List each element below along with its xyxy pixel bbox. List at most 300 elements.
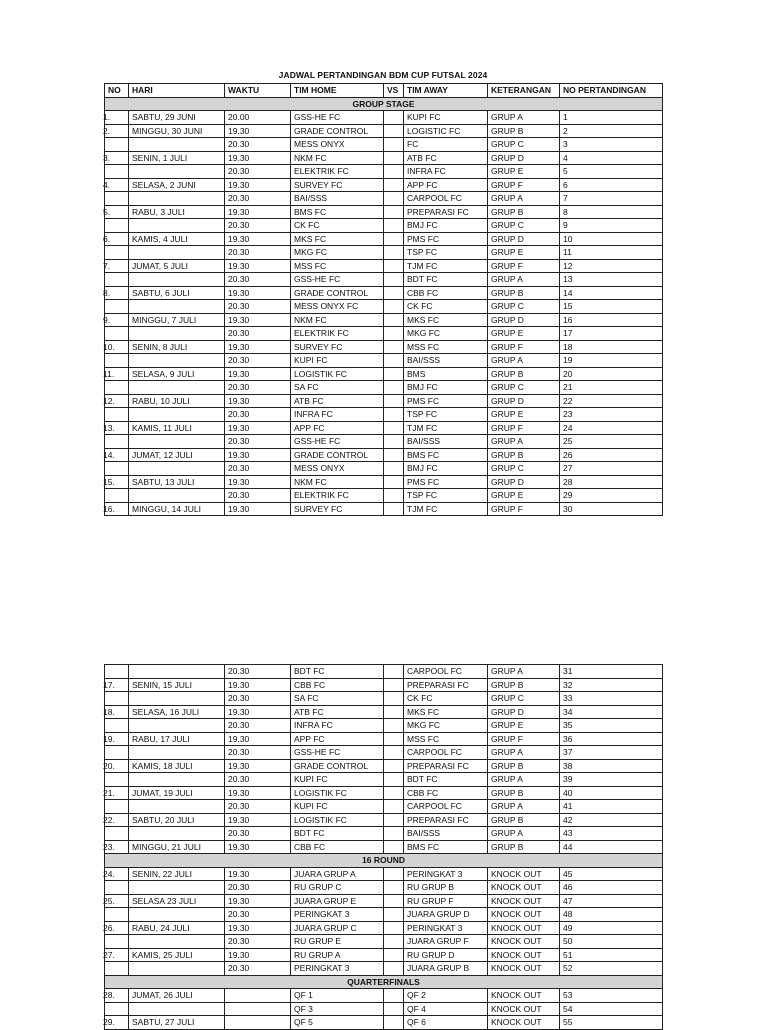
table-row <box>105 705 663 719</box>
cell-hari: SENIN, 22 JULI <box>129 867 225 881</box>
cell-waktu: 20.30 <box>225 246 291 260</box>
cell-no: 25. <box>105 894 129 908</box>
cell-tim-away: MKG FC <box>404 327 488 341</box>
cell-no-pertandingan: 34 <box>560 705 663 719</box>
cell-tim-home: MSS FC <box>291 259 384 273</box>
cell-keterangan: GRUP F <box>488 502 560 516</box>
cell-keterangan: KNOCK OUT <box>488 867 560 881</box>
cell-no <box>105 273 129 287</box>
cell-no-pertandingan: 49 <box>560 921 663 935</box>
header-waktu: WAKTU <box>225 84 291 98</box>
cell-no-pertandingan: 40 <box>560 786 663 800</box>
cell-waktu: 20.30 <box>225 935 291 949</box>
cell-no-pertandingan: 53 <box>560 989 663 1003</box>
header-hari: HARI <box>129 84 225 98</box>
cell-vs <box>384 800 404 814</box>
cell-waktu: 19.30 <box>225 502 291 516</box>
cell-no: 9. <box>105 313 129 327</box>
cell-keterangan: GRUP B <box>488 448 560 462</box>
cell-keterangan: GRUP A <box>488 827 560 841</box>
cell-no-pertandingan: 12 <box>560 259 663 273</box>
cell-hari: JUMAT, 26 JULI <box>129 989 225 1003</box>
cell-no: 29. <box>105 1016 129 1030</box>
cell-waktu: 19.30 <box>225 786 291 800</box>
cell-no-pertandingan: 50 <box>560 935 663 949</box>
cell-vs <box>384 151 404 165</box>
cell-no-pertandingan: 13 <box>560 273 663 287</box>
cell-keterangan: GRUP F <box>488 421 560 435</box>
cell-no: 28. <box>105 989 129 1003</box>
table-row <box>105 381 663 395</box>
cell-vs <box>384 286 404 300</box>
cell-hari: SABTU, 20 JULI <box>129 813 225 827</box>
cell-hari <box>129 800 225 814</box>
cell-hari <box>129 138 225 152</box>
cell-tim-away: RU GRUP D <box>404 948 488 962</box>
cell-no: 11. <box>105 367 129 381</box>
cell-tim-away: TSP FC <box>404 489 488 503</box>
cell-vs <box>384 908 404 922</box>
cell-keterangan: GRUP F <box>488 340 560 354</box>
cell-hari: MINGGU, 7 JULI <box>129 313 225 327</box>
cell-hari: SABTU, 27 JULI <box>129 1016 225 1030</box>
table-row <box>105 313 663 327</box>
cell-no-pertandingan: 44 <box>560 840 663 854</box>
cell-keterangan: GRUP E <box>488 165 560 179</box>
section-row <box>105 854 663 868</box>
cell-no-pertandingan: 18 <box>560 340 663 354</box>
cell-hari <box>129 192 225 206</box>
cell-tim-home: QF 1 <box>291 989 384 1003</box>
cell-tim-away: CARPOOL FC <box>404 665 488 679</box>
cell-tim-home: GRADE CONTROL <box>291 448 384 462</box>
header-keterangan: KETERANGAN <box>488 84 560 98</box>
cell-no <box>105 692 129 706</box>
cell-vs <box>384 232 404 246</box>
table-row <box>105 165 663 179</box>
table-row <box>105 827 663 841</box>
cell-no-pertandingan: 5 <box>560 165 663 179</box>
cell-waktu: 20.30 <box>225 354 291 368</box>
cell-waktu: 19.30 <box>225 259 291 273</box>
cell-keterangan: KNOCK OUT <box>488 1002 560 1016</box>
cell-tim-away: QF 4 <box>404 1002 488 1016</box>
cell-vs <box>384 827 404 841</box>
table-row <box>105 300 663 314</box>
cell-waktu: 19.30 <box>225 475 291 489</box>
table-row <box>105 678 663 692</box>
cell-waktu: 19.30 <box>225 205 291 219</box>
cell-tim-away: MKS FC <box>404 705 488 719</box>
cell-vs <box>384 246 404 260</box>
cell-hari <box>129 381 225 395</box>
cell-waktu: 19.30 <box>225 178 291 192</box>
cell-vs <box>384 881 404 895</box>
table-row <box>105 286 663 300</box>
cell-tim-away: CK FC <box>404 300 488 314</box>
cell-no-pertandingan: 54 <box>560 1002 663 1016</box>
cell-tim-away: PMS FC <box>404 475 488 489</box>
cell-tim-away: JUARA GRUP F <box>404 935 488 949</box>
cell-hari: SELASA, 16 JULI <box>129 705 225 719</box>
header-tim-home: TIM HOME <box>291 84 384 98</box>
cell-tim-away: BMS FC <box>404 840 488 854</box>
cell-hari <box>129 935 225 949</box>
cell-no-pertandingan: 8 <box>560 205 663 219</box>
cell-waktu: 20.30 <box>225 462 291 476</box>
cell-hari <box>129 1002 225 1016</box>
section-label: QUARTERFINALS <box>105 975 663 989</box>
cell-waktu: 20.30 <box>225 962 291 976</box>
cell-vs <box>384 340 404 354</box>
cell-tim-away: PERINGKAT 3 <box>404 921 488 935</box>
table-row <box>105 867 663 881</box>
cell-no <box>105 408 129 422</box>
cell-tim-home: SURVEY FC <box>291 502 384 516</box>
cell-no: 3. <box>105 151 129 165</box>
cell-no: 18. <box>105 705 129 719</box>
cell-no: 7. <box>105 259 129 273</box>
cell-hari <box>129 692 225 706</box>
cell-hari: KAMIS, 11 JULI <box>129 421 225 435</box>
cell-tim-away: BMJ FC <box>404 219 488 233</box>
cell-waktu: 20.30 <box>225 800 291 814</box>
cell-tim-home: ELEKTRIK FC <box>291 165 384 179</box>
page-title: JADWAL PERTANDINGAN BDM CUP FUTSAL 2024 <box>278 70 488 80</box>
cell-hari: KAMIS, 18 JULI <box>129 759 225 773</box>
cell-tim-home: KUPI FC <box>291 800 384 814</box>
cell-vs <box>384 935 404 949</box>
cell-vs <box>384 489 404 503</box>
cell-waktu: 19.30 <box>225 421 291 435</box>
cell-tim-home: MKG FC <box>291 246 384 260</box>
cell-waktu: 20.30 <box>225 300 291 314</box>
cell-no: 15. <box>105 475 129 489</box>
cell-no <box>105 800 129 814</box>
cell-keterangan: KNOCK OUT <box>488 894 560 908</box>
cell-no-pertandingan: 9 <box>560 219 663 233</box>
cell-tim-home: BDT FC <box>291 827 384 841</box>
cell-keterangan: GRUP B <box>488 678 560 692</box>
cell-waktu: 19.30 <box>225 286 291 300</box>
cell-no-pertandingan: 6 <box>560 178 663 192</box>
cell-tim-away: MSS FC <box>404 340 488 354</box>
cell-hari <box>129 165 225 179</box>
cell-waktu: 20.30 <box>225 138 291 152</box>
cell-hari: RABU, 24 JULI <box>129 921 225 935</box>
cell-keterangan: KNOCK OUT <box>488 989 560 1003</box>
cell-tim-home: QF 5 <box>291 1016 384 1030</box>
table-row <box>105 111 663 125</box>
cell-keterangan: KNOCK OUT <box>488 948 560 962</box>
cell-tim-home: CBB FC <box>291 678 384 692</box>
cell-no-pertandingan: 15 <box>560 300 663 314</box>
cell-waktu <box>225 1016 291 1030</box>
cell-no: 13. <box>105 421 129 435</box>
cell-tim-home: QF 3 <box>291 1002 384 1016</box>
cell-no-pertandingan: 43 <box>560 827 663 841</box>
table-row <box>105 786 663 800</box>
cell-tim-home: LOGISTIK FC <box>291 813 384 827</box>
cell-no <box>105 300 129 314</box>
table-row <box>105 151 663 165</box>
table-row <box>105 327 663 341</box>
cell-vs <box>384 867 404 881</box>
cell-no-pertandingan: 28 <box>560 475 663 489</box>
cell-no: 5. <box>105 205 129 219</box>
cell-waktu: 20.30 <box>225 665 291 679</box>
cell-keterangan: GRUP F <box>488 178 560 192</box>
cell-tim-home: RU GRUP A <box>291 948 384 962</box>
cell-keterangan: GRUP E <box>488 246 560 260</box>
cell-tim-home: GSS-HE FC <box>291 273 384 287</box>
table-row <box>105 935 663 949</box>
table-row <box>105 692 663 706</box>
cell-no-pertandingan: 47 <box>560 894 663 908</box>
cell-hari: MINGGU, 14 JULI <box>129 502 225 516</box>
cell-keterangan: GRUP F <box>488 259 560 273</box>
cell-vs <box>384 1016 404 1030</box>
cell-keterangan: GRUP D <box>488 705 560 719</box>
cell-no: 14. <box>105 448 129 462</box>
table-row <box>105 259 663 273</box>
cell-tim-home: JUARA GRUP E <box>291 894 384 908</box>
cell-tim-home: NKM FC <box>291 475 384 489</box>
cell-tim-away: JUARA GRUP B <box>404 962 488 976</box>
cell-hari: SELASA, 2 JUNI <box>129 178 225 192</box>
cell-vs <box>384 300 404 314</box>
cell-keterangan: GRUP D <box>488 151 560 165</box>
cell-vs <box>384 813 404 827</box>
cell-no <box>105 962 129 976</box>
cell-no-pertandingan: 29 <box>560 489 663 503</box>
cell-keterangan: GRUP A <box>488 354 560 368</box>
cell-hari <box>129 354 225 368</box>
cell-tim-home: APP FC <box>291 732 384 746</box>
cell-vs <box>384 894 404 908</box>
cell-tim-away: CARPOOL FC <box>404 192 488 206</box>
cell-waktu: 19.30 <box>225 367 291 381</box>
table-row <box>105 665 663 679</box>
cell-keterangan: KNOCK OUT <box>488 962 560 976</box>
cell-tim-away: MKG FC <box>404 719 488 733</box>
cell-no-pertandingan: 51 <box>560 948 663 962</box>
cell-no: 8. <box>105 286 129 300</box>
cell-tim-home: KUPI FC <box>291 773 384 787</box>
cell-no <box>105 908 129 922</box>
cell-tim-away: LOGISTIC FC <box>404 124 488 138</box>
cell-keterangan: GRUP B <box>488 205 560 219</box>
cell-no-pertandingan: 22 <box>560 394 663 408</box>
cell-keterangan: KNOCK OUT <box>488 935 560 949</box>
cell-no-pertandingan: 30 <box>560 502 663 516</box>
cell-hari <box>129 665 225 679</box>
table-row <box>105 840 663 854</box>
cell-waktu: 20.30 <box>225 827 291 841</box>
cell-vs <box>384 475 404 489</box>
cell-vs <box>384 219 404 233</box>
cell-no <box>105 719 129 733</box>
cell-vs <box>384 192 404 206</box>
cell-waktu: 19.30 <box>225 151 291 165</box>
cell-keterangan: GRUP E <box>488 327 560 341</box>
cell-hari: SENIN, 15 JULI <box>129 678 225 692</box>
cell-keterangan: GRUP A <box>488 800 560 814</box>
cell-no: 22. <box>105 813 129 827</box>
cell-vs <box>384 165 404 179</box>
cell-hari: SABTU, 13 JULI <box>129 475 225 489</box>
cell-tim-away: TSP FC <box>404 246 488 260</box>
cell-no <box>105 246 129 260</box>
cell-tim-away: FC <box>404 138 488 152</box>
cell-waktu: 19.30 <box>225 921 291 935</box>
cell-vs <box>384 948 404 962</box>
cell-no-pertandingan: 4 <box>560 151 663 165</box>
cell-no-pertandingan: 45 <box>560 867 663 881</box>
cell-no <box>105 138 129 152</box>
cell-tim-home: GRADE CONTROL <box>291 759 384 773</box>
cell-waktu: 19.30 <box>225 448 291 462</box>
cell-no-pertandingan: 37 <box>560 746 663 760</box>
cell-tim-home: RU GRUP C <box>291 881 384 895</box>
table-row <box>105 232 663 246</box>
cell-no <box>105 489 129 503</box>
cell-keterangan: GRUP A <box>488 273 560 287</box>
cell-tim-away: QF 6 <box>404 1016 488 1030</box>
cell-tim-home: GRADE CONTROL <box>291 124 384 138</box>
cell-waktu: 20.30 <box>225 719 291 733</box>
cell-no: 23. <box>105 840 129 854</box>
cell-tim-home: APP FC <box>291 421 384 435</box>
cell-no: 20. <box>105 759 129 773</box>
cell-tim-home: SURVEY FC <box>291 340 384 354</box>
cell-tim-home: ATB FC <box>291 394 384 408</box>
cell-waktu: 20.30 <box>225 327 291 341</box>
cell-vs <box>384 408 404 422</box>
cell-tim-away: TJM FC <box>404 259 488 273</box>
cell-hari <box>129 300 225 314</box>
cell-tim-away: BMJ FC <box>404 381 488 395</box>
cell-tim-home: MKS FC <box>291 232 384 246</box>
cell-waktu: 20.30 <box>225 773 291 787</box>
table-row <box>105 894 663 908</box>
cell-no-pertandingan: 17 <box>560 327 663 341</box>
cell-no <box>105 327 129 341</box>
cell-keterangan: GRUP F <box>488 732 560 746</box>
cell-no: 10. <box>105 340 129 354</box>
cell-tim-home: GSS-HE FC <box>291 111 384 125</box>
cell-vs <box>384 367 404 381</box>
cell-vs <box>384 111 404 125</box>
cell-tim-home: RU GRUP E <box>291 935 384 949</box>
cell-waktu: 19.30 <box>225 840 291 854</box>
cell-no-pertandingan: 52 <box>560 962 663 976</box>
cell-no-pertandingan: 25 <box>560 435 663 449</box>
cell-keterangan: GRUP D <box>488 394 560 408</box>
cell-waktu: 20.30 <box>225 165 291 179</box>
cell-vs <box>384 138 404 152</box>
cell-keterangan: GRUP B <box>488 759 560 773</box>
cell-vs <box>384 327 404 341</box>
cell-keterangan: GRUP D <box>488 313 560 327</box>
cell-tim-away: CK FC <box>404 692 488 706</box>
cell-hari <box>129 462 225 476</box>
header-row <box>105 84 663 98</box>
table-row <box>105 421 663 435</box>
cell-hari: SELASA 23 JULI <box>129 894 225 908</box>
cell-tim-home: LOGISTIK FC <box>291 786 384 800</box>
cell-no-pertandingan: 7 <box>560 192 663 206</box>
cell-tim-away: MKS FC <box>404 313 488 327</box>
cell-no-pertandingan: 38 <box>560 759 663 773</box>
table-row <box>105 340 663 354</box>
schedule-table-top <box>104 83 663 516</box>
cell-vs <box>384 786 404 800</box>
cell-tim-away: PMS FC <box>404 394 488 408</box>
cell-tim-home: LOGISTIK FC <box>291 367 384 381</box>
cell-keterangan: GRUP C <box>488 300 560 314</box>
table-row <box>105 273 663 287</box>
cell-tim-home: SA FC <box>291 692 384 706</box>
cell-no <box>105 881 129 895</box>
cell-no-pertandingan: 16 <box>560 313 663 327</box>
cell-vs <box>384 732 404 746</box>
cell-waktu: 19.30 <box>225 948 291 962</box>
cell-tim-away: TJM FC <box>404 421 488 435</box>
cell-keterangan: GRUP C <box>488 462 560 476</box>
cell-tim-away: PMS FC <box>404 232 488 246</box>
cell-no: 1. <box>105 111 129 125</box>
cell-tim-home: BMS FC <box>291 205 384 219</box>
cell-waktu: 20.00 <box>225 111 291 125</box>
cell-tim-away: PREPARASI FC <box>404 205 488 219</box>
table-row <box>105 732 663 746</box>
cell-vs <box>384 381 404 395</box>
cell-tim-home: PERINGKAT 3 <box>291 962 384 976</box>
section-label: 16 ROUND <box>105 854 663 868</box>
cell-vs <box>384 719 404 733</box>
cell-keterangan: GRUP A <box>488 111 560 125</box>
cell-tim-home: JUARA GRUP A <box>291 867 384 881</box>
schedule-table-bottom <box>104 664 663 1030</box>
table-row <box>105 502 663 516</box>
cell-keterangan: GRUP C <box>488 692 560 706</box>
cell-keterangan: GRUP A <box>488 665 560 679</box>
cell-tim-home: ELEKTRIK FC <box>291 489 384 503</box>
cell-vs <box>384 205 404 219</box>
cell-waktu: 19.30 <box>225 705 291 719</box>
cell-tim-home: CK FC <box>291 219 384 233</box>
cell-hari: SENIN, 1 JULI <box>129 151 225 165</box>
cell-hari <box>129 719 225 733</box>
cell-vs <box>384 1002 404 1016</box>
cell-tim-away: RU GRUP B <box>404 881 488 895</box>
table-row <box>105 1002 663 1016</box>
cell-waktu: 19.30 <box>225 867 291 881</box>
table-row <box>105 746 663 760</box>
cell-tim-home: GRADE CONTROL <box>291 286 384 300</box>
cell-hari <box>129 489 225 503</box>
cell-no-pertandingan: 11 <box>560 246 663 260</box>
table-row <box>105 475 663 489</box>
cell-no-pertandingan: 48 <box>560 908 663 922</box>
cell-waktu: 19.30 <box>225 894 291 908</box>
cell-hari <box>129 746 225 760</box>
cell-no: 4. <box>105 178 129 192</box>
cell-no <box>105 462 129 476</box>
cell-tim-away: BAI/SSS <box>404 354 488 368</box>
cell-keterangan: GRUP B <box>488 813 560 827</box>
